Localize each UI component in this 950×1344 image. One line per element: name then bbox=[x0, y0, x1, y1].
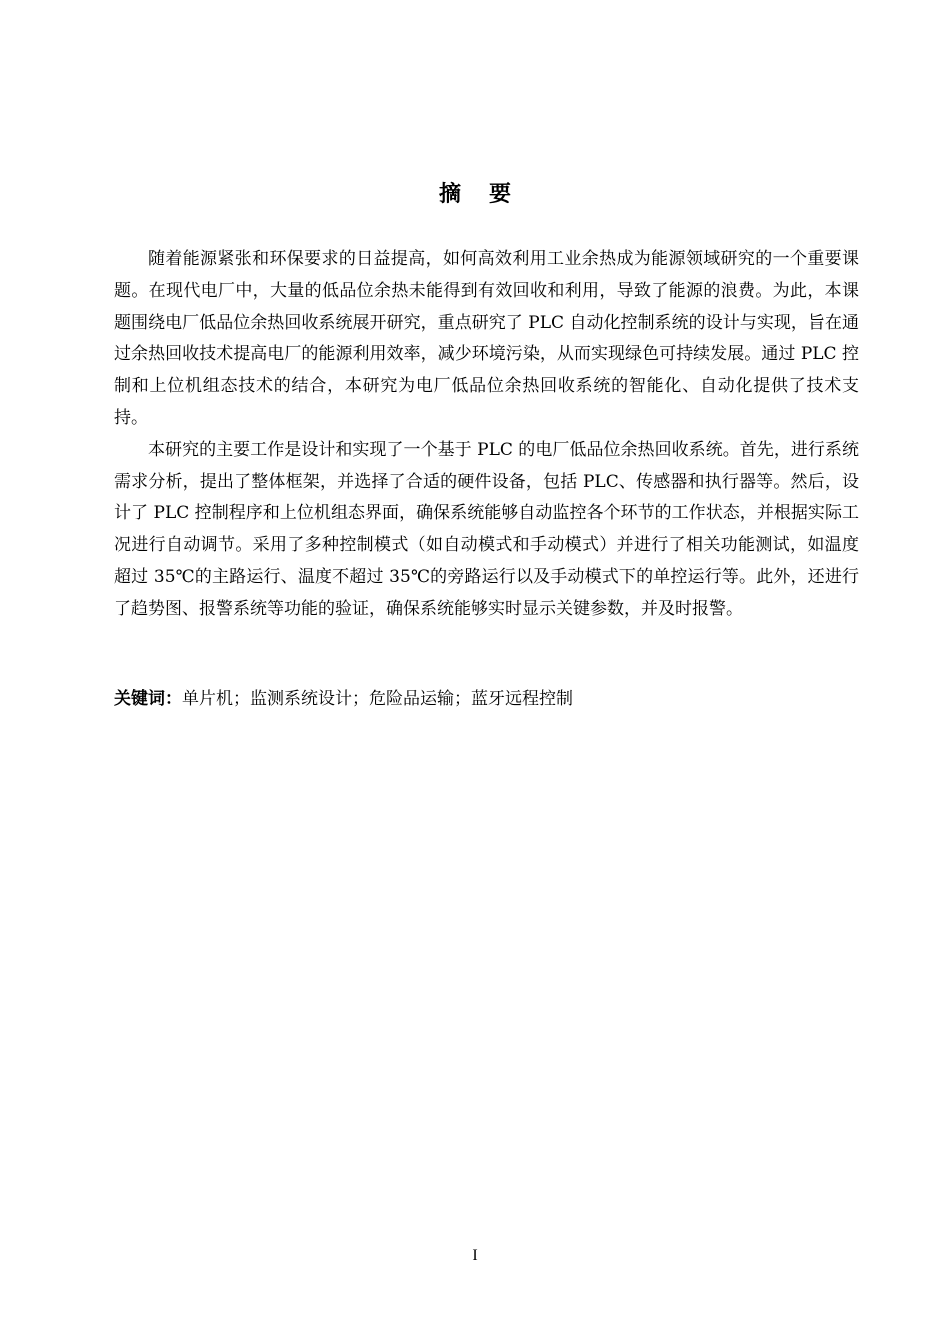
page-number: I bbox=[472, 1247, 478, 1264]
abstract-title: 摘要 bbox=[438, 182, 539, 207]
abstract-paragraph-2: 本研究的主要工作是设计和实现了一个基于 PLC 的电厂低品位余热回收系统。首先，进行系统需求分析，提出了整体框架，并选择了合适的硬件设备，包括 PLC、传感器和执行器等。然后，设计了 PLC 控制程序和上位机组态界面，确保系统能够自动监控各个环节的工作状态，并根据实际工况进行自动调节。采用了多种控制模式（如自动模式和手动模式）并进行了相关功能测试，如温度超过 35℃的主路运行、温度不超过 35℃的旁路运行以及手动模式下的单控运行等。此外，还进行了趋势图、报警系统等功能的验证，确保系统能够实时显示关键参数，并及时报警。 bbox=[114, 439, 859, 619]
abstract-paragraph-1: 随着能源紧张和环保要求的日益提高，如何高效利用工业余热成为能源领域研究的一个重要课题。在现代电厂中，大量的低品位余热未能得到有效回收和利用，导致了能源的浪费。为此，本课题围绕电厂低品位余热回收系统展开研究，重点研究了 PLC 自动化控制系统的设计与实现，旨在通过余热回收技术提高电厂的能源利用效率，减少环境污染，从而实现绿色可持续发展。通过 PLC 控制和上位机组态技术的结合，本研究为电厂低品位余热回收系统的智能化、自动化提供了技术支持。 bbox=[114, 249, 859, 428]
abstract-body bbox=[114, 244, 859, 626]
keywords-label: 关键词： bbox=[114, 689, 182, 709]
keywords-text: 单片机；监测系统设计；危险品运输；蓝牙远程控制 bbox=[182, 689, 573, 709]
keywords-line bbox=[114, 684, 859, 715]
